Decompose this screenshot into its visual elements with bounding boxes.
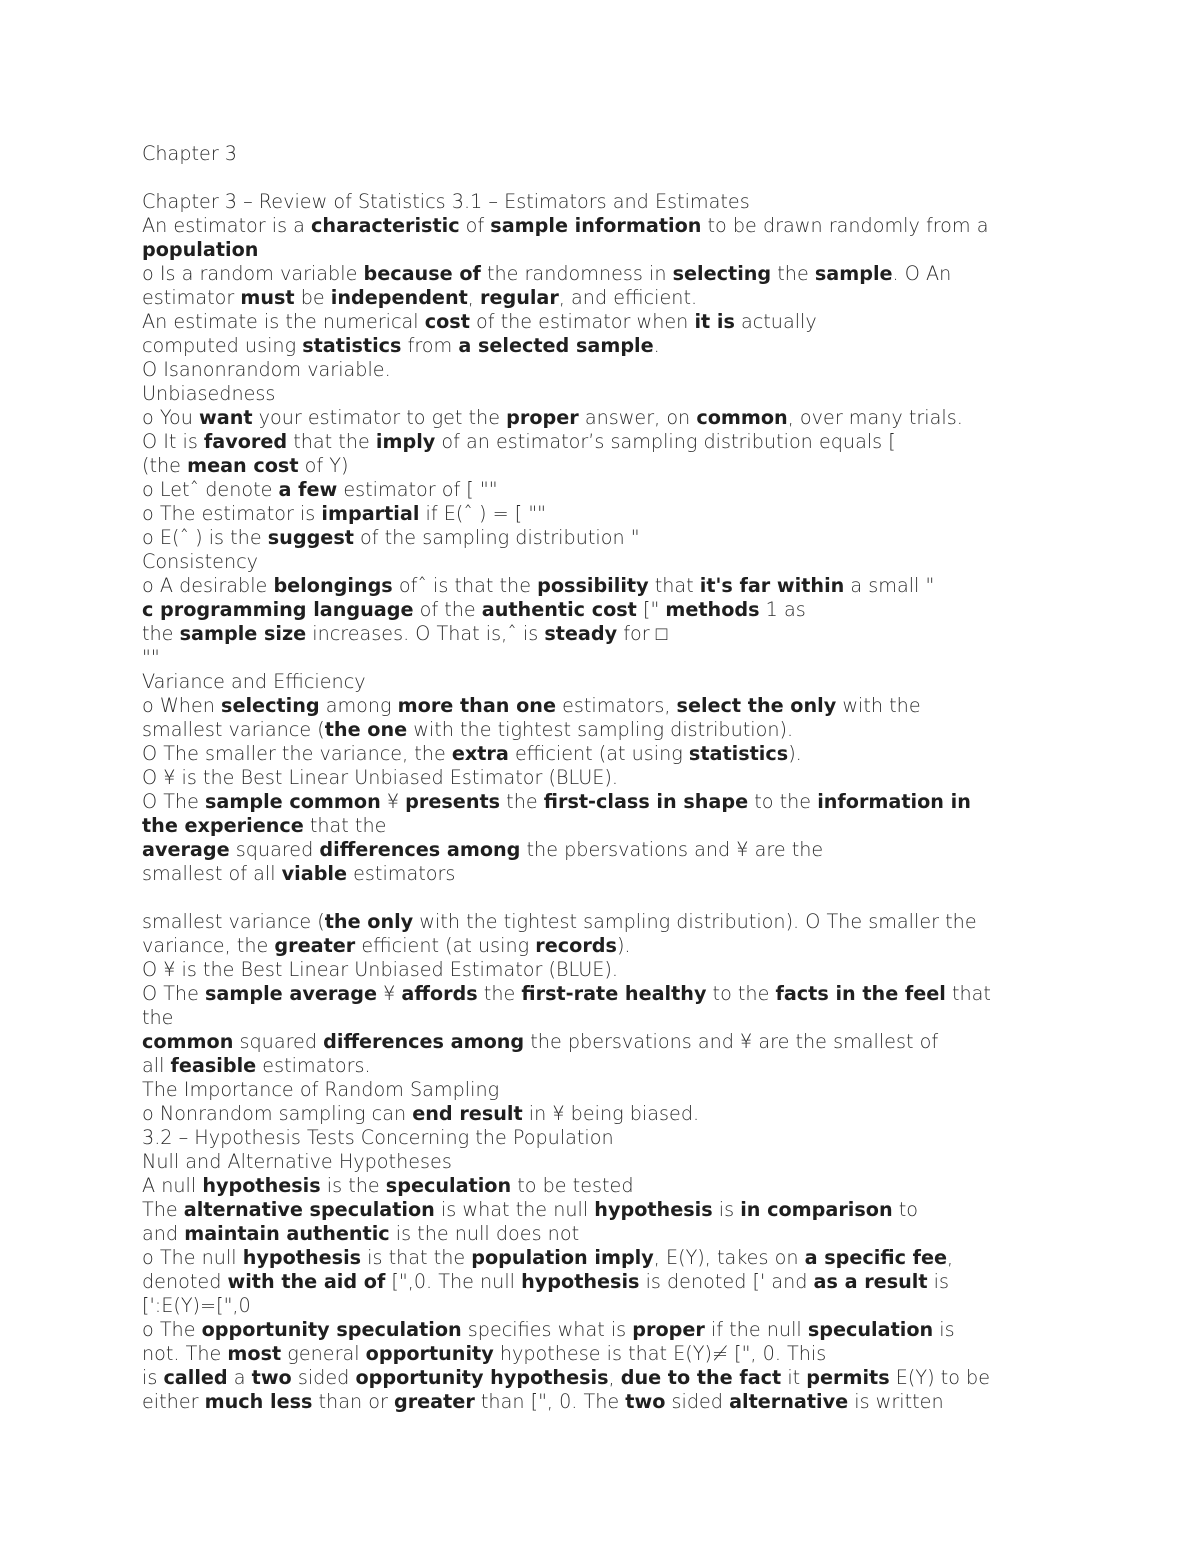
bold-text-run: it's far within: [699, 574, 845, 597]
bold-text-run: extra: [451, 742, 509, 765]
text-run: squared: [233, 1030, 324, 1053]
bold-text-run: alternative: [729, 1390, 849, 1413]
bold-text-run: impartial: [321, 502, 420, 525]
text-run: A null: [142, 1174, 203, 1197]
text-line: [142, 550, 1062, 574]
bold-text-run: the only: [324, 910, 414, 933]
bold-text-run: selecting: [221, 694, 320, 717]
bold-text-run: independent: [330, 286, 468, 309]
text-run: O The smaller the variance, the: [142, 742, 452, 765]
text-line: [142, 574, 1062, 598]
text-run: o The: [142, 1318, 202, 1341]
text-run: of: [459, 214, 491, 237]
text-line: [142, 1222, 1062, 1246]
bold-text-run: statistics: [688, 742, 789, 765]
bold-text-run: first-class in shape: [543, 790, 749, 813]
text-run: your estimator to get the: [252, 406, 507, 429]
text-run: ,: [947, 1246, 954, 1269]
text-line: [142, 1342, 1062, 1366]
text-run: be: [294, 286, 331, 309]
text-line: [142, 262, 1062, 286]
bold-text-run: information in: [817, 790, 971, 813]
bold-text-run: sample information: [490, 214, 702, 237]
text-run: ,: [467, 286, 480, 309]
text-run: is written: [848, 1390, 944, 1413]
text-line: [142, 286, 1062, 310]
title-spacer: [142, 166, 1062, 190]
text-run: o The estimator is: [142, 502, 322, 525]
text-run: is: [142, 1366, 164, 1389]
text-run: squared: [229, 838, 320, 861]
text-run: is what the null: [434, 1198, 595, 1221]
text-run: An estimator is a: [142, 214, 312, 237]
text-run: o The null: [142, 1246, 243, 1269]
text-run: to the: [706, 982, 776, 1005]
text-line: [142, 1366, 1062, 1390]
bold-text-run: sample: [814, 262, 893, 285]
text-run: of the estimator when: [469, 310, 695, 333]
text-run: [": [636, 598, 666, 621]
text-line: [142, 190, 1062, 214]
bold-text-run: speculation: [807, 1318, 934, 1341]
bold-text-run: hypothesis: [202, 1174, 321, 1197]
text-run: is the null does not: [389, 1222, 580, 1245]
text-run: sided: [665, 1390, 730, 1413]
bold-text-run: two: [251, 1366, 292, 1389]
text-run: from: [401, 334, 459, 357]
text-run: smallest of all: [142, 862, 282, 885]
text-line: [142, 646, 1062, 670]
text-run: the: [142, 622, 180, 645]
text-run: ofˆ is that the: [392, 574, 538, 597]
text-line: [142, 358, 1062, 382]
bold-text-run: methods: [665, 598, 760, 621]
text-run: that the: [303, 814, 387, 837]
bold-text-run: common: [696, 406, 788, 429]
bold-text-run: a few: [278, 478, 338, 501]
text-run: 1 as: [759, 598, 806, 621]
text-run: is: [712, 1198, 741, 1221]
bold-text-run: population: [142, 238, 259, 261]
text-line: [142, 622, 1062, 646]
text-run: actually: [734, 310, 817, 333]
text-run: increases. O That is,ˆ is: [306, 622, 545, 645]
text-run: if E(ˆ ) = [ "": [419, 502, 546, 525]
text-run: o Nonrandom sampling can: [142, 1102, 413, 1125]
text-run: 3.2 – Hypothesis Tests Concerning the Population: [142, 1126, 614, 1149]
text-run: Chapter 3 – Review of Statistics 3.1 – Estimators and Estimates: [142, 190, 750, 213]
text-line: [142, 934, 1062, 958]
text-run: either: [142, 1390, 205, 1413]
text-run: o A desirable: [142, 574, 274, 597]
bold-text-run: select the only: [676, 694, 837, 717]
text-run: Variance and Efficiency: [142, 670, 366, 693]
text-run: "": [142, 646, 160, 669]
bold-text-run: first-rate healthy: [521, 982, 707, 1005]
text-run: , E(Y), takes on: [653, 1246, 805, 1269]
text-run: that: [648, 574, 700, 597]
bold-text-run: population imply: [471, 1246, 654, 1269]
text-run: in ¥ being biased.: [522, 1102, 700, 1125]
text-run: of Y): [298, 454, 349, 477]
bold-text-run: two: [625, 1390, 666, 1413]
bold-text-run: belongings: [273, 574, 393, 597]
text-run: smallest variance (: [142, 718, 325, 741]
text-run: smallest variance (: [142, 910, 325, 933]
text-line: [142, 958, 1062, 982]
text-line: [142, 406, 1062, 430]
text-run: a small ": [844, 574, 935, 597]
text-line: [142, 502, 1062, 526]
text-run: efficient (at using: [355, 934, 536, 957]
text-run: [",0. The null: [385, 1270, 522, 1293]
text-line: [142, 1030, 1062, 1054]
bold-text-run: hypothesis: [521, 1270, 640, 1293]
text-run: ).: [616, 934, 631, 957]
bold-text-run: viable: [281, 862, 348, 885]
text-run: ¥: [377, 982, 402, 1005]
bold-text-run: favored: [203, 430, 288, 453]
text-run: than [", 0. The: [474, 1390, 626, 1413]
text-run: is: [933, 1318, 955, 1341]
blank-line: [142, 886, 1062, 910]
text-line: [142, 670, 1062, 694]
text-run: the: [142, 1006, 174, 1029]
bold-text-run: statistics: [302, 334, 402, 357]
text-line: [142, 1390, 1062, 1414]
text-run: o When: [142, 694, 222, 717]
bold-text-run: regular: [479, 286, 559, 309]
text-run: the pbersvations and ¥ are the: [520, 838, 824, 861]
bold-text-run: records: [535, 934, 617, 957]
text-run: E(Y) to be: [889, 1366, 991, 1389]
text-run: is the: [320, 1174, 386, 1197]
text-line: [142, 814, 1062, 838]
bold-text-run: feasible: [170, 1054, 257, 1077]
text-run: the randomness in: [480, 262, 673, 285]
bold-text-run: greater: [274, 934, 356, 957]
bold-text-run: due to the fact: [620, 1366, 782, 1389]
bold-text-run: in comparison: [740, 1198, 893, 1221]
bold-text-run: as a result: [813, 1270, 928, 1293]
text-run: of the: [413, 598, 482, 621]
bold-text-run: affords: [401, 982, 478, 1005]
text-run: O ¥ is the Best Linear Unbiased Estimator (BLUE).: [142, 958, 619, 981]
bold-text-run: mean cost: [187, 454, 299, 477]
text-line: [142, 766, 1062, 790]
bold-text-run: selecting: [672, 262, 772, 285]
text-run: specifies what is: [461, 1318, 633, 1341]
bold-text-run: greater: [393, 1390, 475, 1413]
text-line: [142, 1246, 1062, 1270]
bold-text-run: sample common: [205, 790, 381, 813]
text-line: [142, 214, 1062, 238]
text-run: , over many trials.: [787, 406, 963, 429]
bold-text-run: possibility: [537, 574, 649, 597]
text-line: [142, 1126, 1062, 1150]
bold-text-run: hypothesis: [594, 1198, 713, 1221]
text-line: [142, 1198, 1062, 1222]
text-run: An estimate is the numerical: [142, 310, 425, 333]
bold-text-run: alternative speculation: [183, 1198, 435, 1221]
text-run: hypothese is that E(Y)≠ [", 0. This: [493, 1342, 827, 1365]
bold-text-run: maintain authentic: [184, 1222, 390, 1245]
text-run: o Letˆ denote: [142, 478, 279, 501]
text-line: [142, 862, 1062, 886]
bold-text-run: the experience: [142, 814, 304, 837]
text-line: [142, 1294, 1062, 1318]
text-run: efficient (at using: [508, 742, 689, 765]
bold-text-run: suggest: [267, 526, 354, 549]
text-line: [142, 334, 1062, 358]
document-body: [142, 142, 1062, 1414]
bold-text-run: much less: [204, 1390, 313, 1413]
text-run: Unbiasedness: [142, 382, 276, 405]
text-line: [142, 382, 1062, 406]
text-run: o Is a random variable: [142, 262, 364, 285]
text-line: [142, 430, 1062, 454]
text-line: [142, 838, 1062, 862]
bold-text-run: presents: [405, 790, 501, 813]
text-line: [142, 238, 1062, 262]
text-run: general: [281, 1342, 366, 1365]
text-run: the: [771, 262, 815, 285]
text-run: not. The: [142, 1342, 228, 1365]
text-line: [142, 694, 1062, 718]
text-run: estimators: [347, 862, 456, 885]
text-run: Consistency: [142, 550, 259, 573]
text-line: [142, 1054, 1062, 1078]
text-run: estimators,: [555, 694, 677, 717]
bold-text-run: common: [142, 1030, 234, 1053]
text-run: than or: [312, 1390, 394, 1413]
text-run: . O An: [892, 262, 952, 285]
text-run: ,: [608, 1366, 621, 1389]
text-run: that: [945, 982, 991, 1005]
text-run: and: [142, 1222, 185, 1245]
bold-text-run: most: [227, 1342, 282, 1365]
text-run: denoted: [142, 1270, 228, 1293]
text-run: computed using: [142, 334, 303, 357]
text-line: [142, 910, 1062, 934]
text-line: [142, 790, 1062, 814]
text-run: that the: [287, 430, 376, 453]
text-line: [142, 1174, 1062, 1198]
text-line: [142, 718, 1062, 742]
text-line: [142, 1102, 1062, 1126]
bold-text-run: called: [163, 1366, 228, 1389]
text-run: ).: [788, 742, 802, 765]
text-run: the: [477, 982, 522, 1005]
bold-text-run: more than one: [397, 694, 556, 717]
text-run: O The: [142, 982, 205, 1005]
text-run: O ¥ is the Best Linear Unbiased Estimator (BLUE).: [142, 766, 619, 789]
text-run: estimators.: [256, 1054, 371, 1077]
bold-text-run: imply: [375, 430, 436, 453]
text-run: is that the: [361, 1246, 472, 1269]
bold-text-run: speculation: [385, 1174, 512, 1197]
bold-text-run: permits: [806, 1366, 890, 1389]
text-run: it: [781, 1366, 807, 1389]
text-run: among: [319, 694, 398, 717]
bold-text-run: opportunity: [365, 1342, 494, 1365]
text-run: The: [142, 1198, 184, 1221]
text-line: [142, 1318, 1062, 1342]
bold-text-run: a selected sample: [458, 334, 654, 357]
text-run: to: [892, 1198, 919, 1221]
text-run: [':E(Y)=[",0: [142, 1294, 251, 1317]
text-run: with the tightest sampling distribution). O The smaller the: [413, 910, 977, 933]
text-run: for □: [617, 622, 668, 645]
text-run: to be drawn randomly from a: [701, 214, 989, 237]
bold-text-run: average: [142, 838, 230, 861]
bold-text-run: a specific fee: [804, 1246, 947, 1269]
text-run: .: [653, 334, 660, 357]
bold-text-run: sample average: [205, 982, 377, 1005]
text-run: of an estimator’s sampling distribution equals [: [435, 430, 896, 453]
text-run: O It is: [142, 430, 204, 453]
document-text: [142, 190, 1062, 1414]
text-run: all: [142, 1054, 171, 1077]
text-run: estimator of [ "": [337, 478, 498, 501]
text-line: [142, 1006, 1062, 1030]
text-run: the: [500, 790, 544, 813]
text-run: of the sampling distribution ": [353, 526, 640, 549]
bold-text-run: because of: [363, 262, 481, 285]
text-run: to be tested: [511, 1174, 634, 1197]
text-line: [142, 1078, 1062, 1102]
bold-text-run: opportunity hypothesis: [355, 1366, 609, 1389]
text-run: O The: [142, 790, 205, 813]
text-run: with the: [836, 694, 921, 717]
text-line: [142, 742, 1062, 766]
bold-text-run: cost: [424, 310, 470, 333]
text-line: [142, 598, 1062, 622]
bold-text-run: want: [199, 406, 253, 429]
text-run: , and efficient.: [558, 286, 698, 309]
bold-text-run: characteristic: [311, 214, 460, 237]
bold-text-run: sample size: [179, 622, 307, 645]
text-line: [142, 478, 1062, 502]
bold-text-run: differences among: [323, 1030, 525, 1053]
document-title: Chapter 3: [142, 142, 238, 165]
bold-text-run: with the aid of: [227, 1270, 386, 1293]
text-run: is denoted [' and: [639, 1270, 814, 1293]
text-line: [142, 310, 1062, 334]
bold-text-run: the one: [324, 718, 408, 741]
bold-text-run: must: [240, 286, 295, 309]
bold-text-run: proper: [632, 1318, 705, 1341]
text-run: with the tightest sampling distribution).: [407, 718, 794, 741]
text-run: answer, on: [578, 406, 697, 429]
text-line: [142, 982, 1062, 1006]
text-run: estimator: [142, 286, 241, 309]
text-line: [142, 1150, 1062, 1174]
text-run: a: [227, 1366, 252, 1389]
text-run: to the: [748, 790, 818, 813]
text-line: [142, 454, 1062, 478]
text-run: the pbersvations and ¥ are the smallest of: [524, 1030, 939, 1053]
bold-text-run: authentic cost: [481, 598, 637, 621]
bold-text-run: hypothesis: [242, 1246, 362, 1269]
bold-text-run: proper: [506, 406, 579, 429]
bold-text-run: c programming language: [142, 598, 414, 621]
bold-text-run: facts in the feel: [775, 982, 946, 1005]
text-run: ¥: [380, 790, 406, 813]
text-line: [142, 526, 1062, 550]
text-line: [142, 1270, 1062, 1294]
text-run: The Importance of Random Sampling: [142, 1078, 500, 1101]
text-run: variance, the: [142, 934, 275, 957]
text-run: if the null: [704, 1318, 808, 1341]
bold-text-run: it is: [694, 310, 735, 333]
text-run: o You: [142, 406, 200, 429]
text-run: is: [927, 1270, 949, 1293]
bold-text-run: opportunity speculation: [201, 1318, 462, 1341]
text-run: O Isanonrandom variable.: [142, 358, 391, 381]
text-run: (the: [142, 454, 188, 477]
bold-text-run: differences among: [319, 838, 521, 861]
text-run: o E(ˆ ) is the: [142, 526, 268, 549]
text-run: Null and Alternative Hypotheses: [142, 1150, 452, 1173]
bold-text-run: end result: [412, 1102, 523, 1125]
text-run: sided: [291, 1366, 356, 1389]
bold-text-run: steady: [544, 622, 618, 645]
